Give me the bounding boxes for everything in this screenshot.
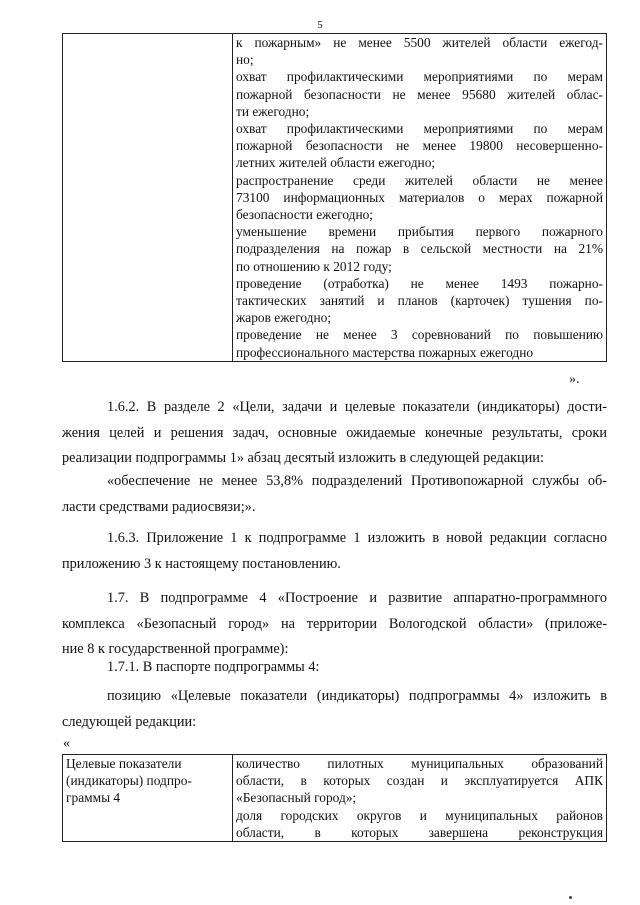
paragraph-line: жения целей и решения задач, основные ожидаемые конечные результаты, сроки [62, 424, 607, 441]
paragraph-position [62, 684, 607, 735]
cell-line: пожарной безопасности не менее 19800 несовершенно- [236, 138, 603, 154]
cell-line: «Безопасный город»; [236, 790, 357, 806]
cell-line: области, в которых создан и эксплуатируется АПК [236, 773, 603, 789]
paragraph-line: позицию «Целевые показатели (индикаторы) подпрограммы 4» изложить в [107, 688, 607, 704]
cell-line: ти ежегодно; [236, 103, 310, 119]
cell-line: проведение не менее 3 соревнований по повышению [236, 327, 603, 343]
cell-line: летних жителей области ежегодно; [236, 155, 436, 171]
bottom-table-right-cell [233, 755, 607, 842]
paragraph-quote-radio [62, 469, 607, 520]
paragraph-1-6-3 [62, 526, 607, 577]
paragraph-line: 1.6.3. Приложение 1 к подпрограмме 1 изложить в новой редакции согласно [107, 530, 607, 546]
paragraph-line: следующей редакции: [62, 713, 197, 730]
cell-line: (индикаторы) подпро- [66, 773, 192, 789]
paragraph-1-7 [62, 586, 607, 663]
table-row [63, 34, 607, 362]
cell-line: по отношению к 2012 году; [236, 258, 392, 274]
paragraph-line: приложению 3 к настоящему постановлению. [62, 555, 341, 572]
closing-quote: ». [569, 372, 580, 387]
top-table-left-cell [63, 34, 233, 362]
paragraph-line: 1.7.1. В паспорте подпрограммы 4: [107, 659, 320, 675]
cell-line: доля городских округов и муниципальных районов [236, 807, 603, 823]
paragraph-line: ласти средствами радиосвязи;». [62, 498, 256, 515]
cell-line: уменьшение времени прибытия первого пожарного [236, 224, 603, 240]
cell-line: охват профилактическими мероприятиями по мерам [236, 121, 603, 137]
cell-line: распространение среди жителей области не менее [236, 172, 603, 188]
paragraph-line: 1.7. В подпрограмме 4 «Построение и развитие аппаратно-программного [107, 590, 607, 606]
cell-line: охват профилактическими мероприятиями по мерам [236, 69, 603, 85]
cell-line: к пожарным» не менее 5500 жителей области ежегод- [236, 35, 603, 50]
cell-line: количество пилотных муниципальных образований [236, 756, 603, 771]
cell-line: области, в которых завершена реконструкция [236, 824, 603, 840]
cell-line: тактических занятий и планов (карточек) тушения по- [236, 293, 603, 309]
paragraph-line: комплекса «Безопасный город» на территории Вологодской области» (приложе- [62, 615, 607, 632]
bottom-table-left-cell [63, 755, 233, 842]
paragraph-line: «обеспечение не менее 53,8% подразделений Противопожарной службы об- [107, 473, 607, 489]
paragraph-line: 1.6.2. В разделе 2 «Цели, задачи и целевые показатели (индикаторы) дости- [107, 399, 607, 415]
cell-line: проведение (отработка) не менее 1493 пожарно- [236, 275, 603, 291]
paragraph-line: ние 8 к государственной программе): [62, 641, 289, 657]
paragraph-1-6-2 [62, 395, 607, 472]
cell-line: безопасности ежегодно; [236, 207, 374, 223]
top-table [62, 33, 607, 362]
page-number: 5 [317, 19, 323, 31]
cell-line: 73100 информационных материалов о мерах пожарной [236, 189, 603, 205]
top-table-right-cell [233, 34, 607, 362]
table-row [63, 755, 607, 842]
cell-line: Целевые показатели [66, 756, 182, 771]
cell-line: граммы 4 [66, 790, 121, 806]
scan-speck [569, 896, 572, 899]
cell-line: профессионального мастерства пожарных ежегодно [236, 344, 534, 360]
cell-line: пожарной безопасности не менее 95680 жителей облас- [236, 86, 603, 102]
cell-line: но; [236, 52, 254, 68]
bottom-table [62, 754, 607, 842]
paragraph-1-7-1 [62, 655, 607, 681]
cell-line: подразделения на пожар в сельской местности на 21% [236, 241, 603, 257]
open-quote: « [63, 736, 70, 751]
paragraph-line: реализации подпрограммы 1» абзац десятый изложить в следующей редакции: [62, 450, 544, 466]
cell-line: жаров ежегодно; [236, 310, 332, 326]
